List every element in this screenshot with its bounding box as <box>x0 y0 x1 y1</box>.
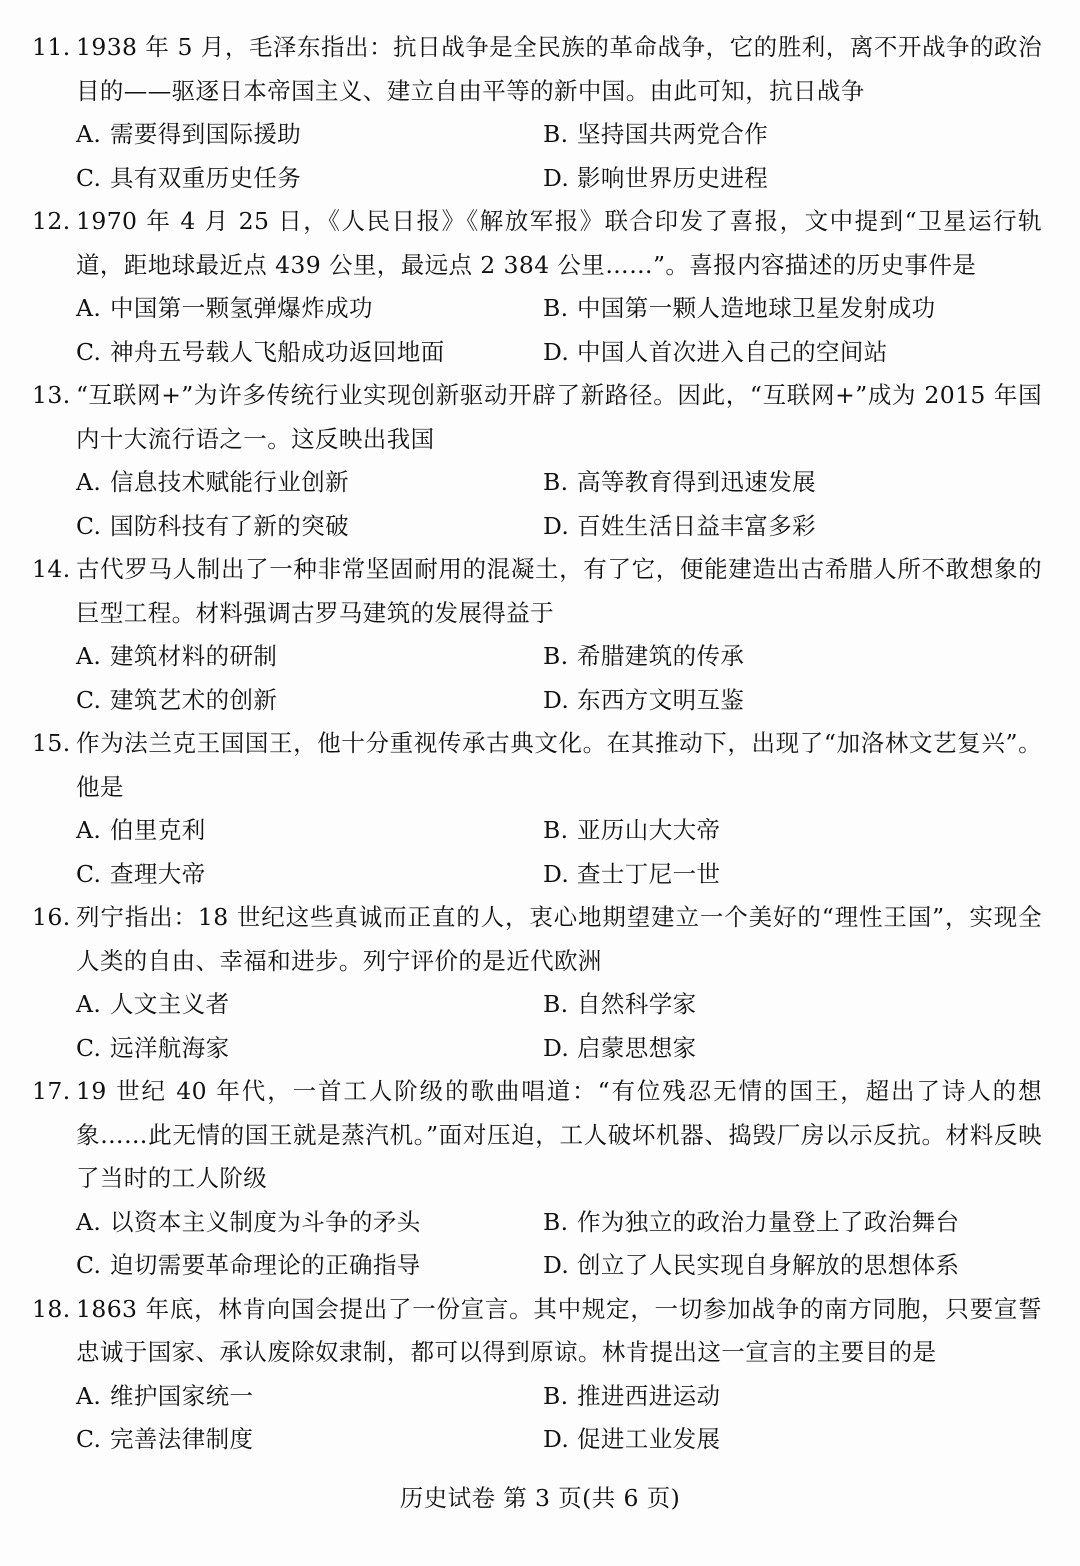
option-row <box>32 157 1042 201</box>
option-letter: B. <box>543 816 569 844</box>
option-text: 查士丁尼一世 <box>577 859 721 888</box>
option-text: 百姓生活日益丰富多彩 <box>577 511 816 540</box>
page-footer: 历史试卷 第 3 页(共 6 页) <box>399 1484 681 1512</box>
option-letter: B. <box>543 1381 569 1410</box>
option-letter: B. <box>543 642 569 670</box>
option-d <box>543 505 1010 549</box>
option-letter: B. <box>543 120 569 148</box>
option-text: 中国第一颗氢弹爆炸成功 <box>110 294 373 322</box>
option-text: 神舟五号载人飞船成功返回地面 <box>110 337 445 366</box>
option-text: 迫切需要革命理论的正确指导 <box>110 1251 421 1279</box>
option-letter: D. <box>543 1251 570 1279</box>
option-b <box>543 461 1010 505</box>
option-d <box>543 1244 1010 1288</box>
option-a <box>76 1375 543 1419</box>
question-number: 12. <box>32 207 71 235</box>
option-text: 人文主义者 <box>110 990 230 1018</box>
option-c <box>76 1027 543 1071</box>
option-text: 远洋航海家 <box>110 1033 230 1062</box>
option-letter: C. <box>76 163 102 192</box>
option-letter: B. <box>543 990 569 1018</box>
question-text: 1938 年 5 月，毛泽东指出：抗日战争是全民族的革命战争，它的胜利，离不开战争的政治目的——驱逐日本帝国主义、建立自由平等的新中国。由此可知，抗日战争 <box>76 33 1042 105</box>
option-row <box>32 1244 1042 1288</box>
option-letter: D. <box>543 511 570 540</box>
option-text: 中国人首次进入自己的空间站 <box>577 337 888 366</box>
option-text: 坚持国共两党合作 <box>577 120 769 148</box>
option-text: 作为独立的政治力量登上了政治舞台 <box>577 1207 960 1236</box>
option-text: 中国第一颗人造地球卫星发射成功 <box>577 294 936 322</box>
question-17 <box>32 1070 1042 1288</box>
option-a <box>76 287 543 331</box>
option-letter: D. <box>543 859 570 888</box>
option-text: 完善法律制度 <box>110 1425 254 1453</box>
option-c <box>76 1418 543 1462</box>
option-row <box>32 461 1042 505</box>
option-letter: A. <box>76 294 102 322</box>
option-text: 启蒙思想家 <box>577 1033 697 1062</box>
option-d <box>543 1027 1010 1071</box>
option-c <box>76 157 543 201</box>
option-text: 建筑材料的研制 <box>110 642 278 670</box>
question-text: 作为法兰克王国国王，他十分重视传承古典文化。在其推动下，出现了“加洛林文艺复兴”。他是 <box>76 729 1042 801</box>
option-letter: D. <box>543 1033 570 1062</box>
option-letter: B. <box>543 468 569 496</box>
option-text: 以资本主义制度为斗争的矛头 <box>110 1207 421 1236</box>
option-d <box>543 331 1010 375</box>
option-row <box>32 113 1042 157</box>
option-d <box>543 157 1010 201</box>
option-text: 亚历山大大帝 <box>577 816 721 844</box>
question-stem <box>32 722 1042 809</box>
question-13 <box>32 374 1042 548</box>
option-row <box>32 505 1042 549</box>
option-c <box>76 1244 543 1288</box>
option-letter: A. <box>76 468 102 496</box>
option-row <box>32 983 1042 1027</box>
question-number: 14. <box>32 555 71 583</box>
question-text: “互联网+”为许多传统行业实现创新驱动开辟了新路径。因此，“互联网+”成为 2015 年国内十大流行语之一。这反映出我国 <box>76 381 1042 453</box>
option-c <box>76 853 543 897</box>
option-letter: C. <box>76 859 102 888</box>
question-text: 1863 年底，林肯向国会提出了一份宣言。其中规定，一切参加战争的南方同胞，只要宣誓忠诚于国家、承认废除奴隶制，都可以得到原谅。林肯提出这一宣言的主要目的是 <box>76 1294 1042 1366</box>
option-text: 高等教育得到迅速发展 <box>577 468 816 496</box>
option-row <box>32 287 1042 331</box>
option-text: 自然科学家 <box>577 990 697 1018</box>
question-number: 11. <box>32 33 71 61</box>
option-d <box>543 679 1010 723</box>
question-text: 列宁指出：18 世纪这些真诚而正直的人，衷心地期望建立一个美好的“理性王国”，实现全人类的自由、幸福和进步。列宁评价的是近代欧洲 <box>76 903 1042 975</box>
question-stem <box>32 200 1042 287</box>
question-text: 19 世纪 40 年代，一首工人阶级的歌曲唱道：“有位残忍无情的国王，超出了诗人的想象……此无情的国王就是蒸汽机。”面对压迫，工人破坏机器、捣毁厂房以示反抗。材料反映了当时的工人阶级 <box>76 1077 1042 1192</box>
option-row <box>32 1375 1042 1419</box>
option-letter: A. <box>76 1381 102 1410</box>
option-text: 促进工业发展 <box>577 1425 721 1453</box>
question-stem <box>32 26 1042 113</box>
question-16 <box>32 896 1042 1070</box>
option-letter: A. <box>76 990 102 1018</box>
option-row <box>32 331 1042 375</box>
option-a <box>76 809 543 853</box>
option-text: 查理大帝 <box>110 859 206 888</box>
option-text: 创立了人民实现自身解放的思想体系 <box>577 1251 960 1279</box>
option-text: 伯里克利 <box>110 816 206 844</box>
option-b <box>543 287 1010 331</box>
question-number: 15. <box>32 729 71 757</box>
option-letter: D. <box>543 163 570 192</box>
question-11 <box>32 26 1042 200</box>
option-text: 国防科技有了新的突破 <box>110 511 349 540</box>
question-stem <box>32 548 1042 635</box>
question-14 <box>32 548 1042 722</box>
option-letter: B. <box>543 294 569 322</box>
option-text: 信息技术赋能行业创新 <box>110 468 349 496</box>
option-b <box>543 809 1010 853</box>
option-letter: B. <box>543 1207 569 1236</box>
question-number: 18. <box>32 1294 71 1323</box>
option-letter: A. <box>76 816 102 844</box>
question-number: 13. <box>32 381 71 409</box>
question-15 <box>32 722 1042 896</box>
option-text: 建筑艺术的创新 <box>110 685 278 714</box>
question-stem <box>32 374 1042 461</box>
option-letter: C. <box>76 337 102 366</box>
question-text: 古代罗马人制出了一种非常坚固耐用的混凝土，有了它，便能建造出古希腊人所不敢想象的巨型工程。材料强调古罗马建筑的发展得益于 <box>76 555 1042 627</box>
option-b <box>543 635 1010 679</box>
option-a <box>76 635 543 679</box>
option-letter: D. <box>543 1425 570 1453</box>
question-stem <box>32 1288 1042 1375</box>
option-letter: A. <box>76 120 102 148</box>
option-row <box>32 853 1042 897</box>
question-18 <box>32 1288 1042 1462</box>
option-letter: C. <box>76 685 102 714</box>
option-text: 希腊建筑的传承 <box>577 642 745 670</box>
question-number: 16. <box>32 903 71 931</box>
question-text: 1970 年 4 月 25 日，《人民日报》《解放军报》联合印发了喜报，文中提到“卫星运行轨道，距地球最近点 439 公里，最远点 2 384 公里……”。喜报内容描述的历史事件是 <box>76 207 1042 279</box>
option-row <box>32 1418 1042 1462</box>
option-letter: D. <box>543 337 570 366</box>
option-b <box>543 1201 1010 1245</box>
option-text: 影响世界历史进程 <box>577 163 769 192</box>
option-letter: C. <box>76 1425 102 1453</box>
option-row <box>32 809 1042 853</box>
option-c <box>76 679 543 723</box>
question-number: 17. <box>32 1077 71 1105</box>
option-letter: C. <box>76 1251 102 1279</box>
question-12 <box>32 200 1042 374</box>
question-list <box>32 26 1042 1462</box>
option-row <box>32 679 1042 723</box>
option-c <box>76 505 543 549</box>
option-letter: A. <box>76 1207 102 1236</box>
option-text: 维护国家统一 <box>110 1381 254 1410</box>
option-c <box>76 331 543 375</box>
option-a <box>76 461 543 505</box>
option-letter: C. <box>76 511 102 540</box>
option-text: 推进西进运动 <box>577 1381 721 1410</box>
option-text: 具有双重历史任务 <box>110 163 302 192</box>
option-a <box>76 1201 543 1245</box>
option-letter: D. <box>543 685 570 714</box>
option-b <box>543 1375 1010 1419</box>
option-letter: A. <box>76 642 102 670</box>
option-row <box>32 635 1042 679</box>
option-d <box>543 1418 1010 1462</box>
option-a <box>76 113 543 157</box>
option-b <box>543 983 1010 1027</box>
option-letter: C. <box>76 1033 102 1062</box>
option-a <box>76 983 543 1027</box>
option-d <box>543 853 1010 897</box>
option-row <box>32 1027 1042 1071</box>
question-stem <box>32 1070 1042 1201</box>
option-text: 需要得到国际援助 <box>110 120 302 148</box>
question-stem <box>32 896 1042 983</box>
option-text: 东西方文明互鉴 <box>577 685 745 714</box>
option-row <box>32 1201 1042 1245</box>
option-b <box>543 113 1010 157</box>
